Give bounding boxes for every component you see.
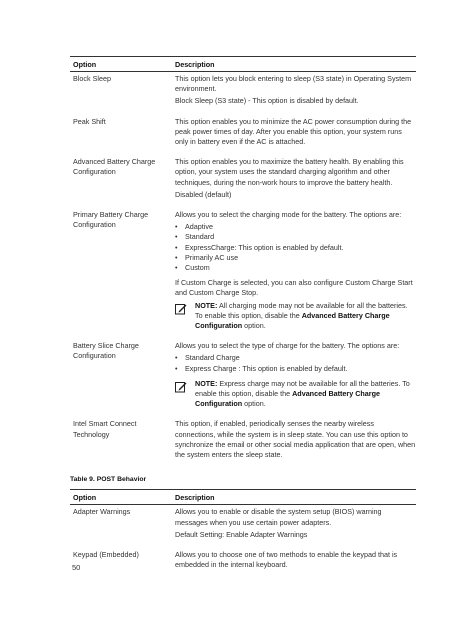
- list-item: • ExpressCharge: This option is enabled by default.: [185, 243, 416, 253]
- option-cell: Primary Battery Charge Configuration: [73, 210, 149, 230]
- description-text: Block Sleep (S3 state) - This option is disabled by default.: [175, 96, 359, 106]
- note-pencil-icon: [175, 303, 187, 315]
- description-cell: [172, 208, 416, 339]
- table-row-block-sleep: [70, 72, 416, 115]
- table-header-row: [70, 57, 416, 72]
- description-text: If Custom Charge is selected, you can also configure Custom Charge Start and Custom Charge Stop.: [175, 278, 413, 298]
- table-row-keypad: [70, 548, 416, 578]
- note-pencil-icon: [175, 381, 187, 393]
- list-item: • Primarily AC use: [185, 253, 416, 263]
- list-item: • Custom: [185, 263, 416, 273]
- option-cell: Intel Smart Connect Technology: [73, 419, 137, 439]
- options-list: [175, 353, 416, 373]
- header-option: Option: [70, 490, 172, 505]
- page-number: 50: [72, 563, 81, 572]
- table-row-battery-slice: [70, 339, 416, 417]
- note-label: NOTE:: [195, 300, 218, 310]
- description-text: Allows you to select the type of charge for the battery. The options are:: [175, 341, 400, 351]
- option-cell: Advanced Battery Charge Configuration: [73, 157, 156, 177]
- description-text: This option enables you to minimize the AC power consumption during the peak power times of day. After you enable this option, your system runs only in battery even if the AC is attached.: [175, 116, 412, 147]
- description-text: Allows you to enable or disable the system setup (BIOS) warning messages when you use certain power adapters.: [175, 507, 382, 527]
- table-row-peak-shift: [70, 115, 416, 156]
- description-text: This option, if enabled, periodically senses the nearby wireless connections, while the system is in sleep state. You can use this option to synchronize the email or other social media application that are open, when the system enters the sleep state.: [175, 419, 416, 460]
- note-setting-name: Advanced Battery Charge Configuration: [195, 310, 390, 331]
- list-item: • Express Charge : This option is enabled by default.: [185, 364, 416, 374]
- description-cell: [172, 339, 416, 417]
- option-cell: Peak Shift: [73, 116, 106, 126]
- note-body: Express charge may not be available for all the batteries. To enable this option, disable the: [195, 378, 410, 399]
- note-setting-name: Advanced Battery Charge Configuration: [195, 389, 380, 409]
- table-row-advanced-battery: [70, 155, 416, 208]
- note-text: [195, 379, 416, 410]
- header-description: Description: [172, 490, 416, 505]
- list-item: • Adaptive: [185, 222, 416, 232]
- option-cell: Block Sleep: [73, 74, 111, 83]
- page-content: [70, 56, 416, 578]
- table-battery-options: [70, 56, 416, 468]
- note-box: [175, 379, 416, 410]
- note-suffix: option.: [242, 321, 266, 331]
- table-post-behavior: [70, 489, 416, 578]
- note-box: [175, 301, 416, 332]
- header-option: Option: [70, 57, 172, 72]
- option-cell: Keypad (Embedded): [73, 549, 139, 559]
- note-body: All charging mode may not be available for all the batteries. To enable this option, disable the: [195, 300, 408, 320]
- option-cell: Adapter Warnings: [73, 507, 131, 517]
- description-cell: [172, 72, 416, 115]
- option-cell: Battery Slice Charge Configuration: [73, 341, 139, 361]
- list-item: • Standard: [185, 232, 416, 242]
- description-cell: [172, 115, 416, 156]
- table-row-intel-smart-connect: [70, 417, 416, 468]
- note-label: NOTE:: [195, 378, 218, 388]
- description-text: Allows you to choose one of two methods to enable the keypad that is embedded in the internal keyboard.: [175, 549, 398, 570]
- table-header-row: [70, 490, 416, 505]
- description-cell: [172, 548, 416, 578]
- description-text: This option lets you block entering to sleep (S3 state) in Operating System environment.: [175, 74, 412, 94]
- description-text: This option enables you to maximize the battery health. By enabling this option, your system uses the standard charging algorithm and other techniques, during the non-work hours to improve the battery health.: [175, 157, 404, 187]
- table-caption: Table 9. POST Behavior: [70, 476, 147, 484]
- header-description: Description: [172, 57, 416, 72]
- description-text: Allows you to select the charging mode for the battery. The options are:: [175, 210, 402, 220]
- description-cell: [172, 417, 416, 468]
- list-item: • Standard Charge: [185, 353, 416, 363]
- table-row-primary-battery: [70, 208, 416, 339]
- note-suffix: option.: [242, 399, 266, 409]
- description-text: Default Setting: Enable Adapter Warnings: [175, 529, 308, 539]
- description-cell: [172, 155, 416, 208]
- table-row-adapter-warnings: [70, 505, 416, 548]
- description-text: Disabled (default): [175, 189, 232, 199]
- options-list: [175, 222, 416, 273]
- description-cell: [172, 505, 416, 548]
- note-text: [195, 301, 416, 332]
